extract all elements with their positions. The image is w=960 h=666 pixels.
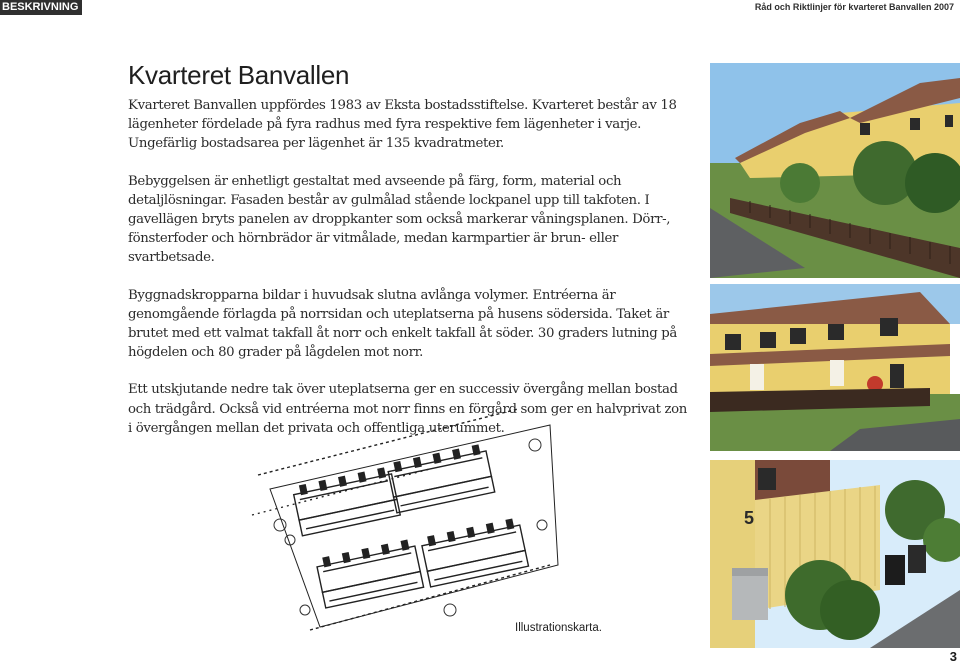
house-number: 5 — [744, 508, 755, 528]
illustration-map — [250, 405, 560, 635]
paragraph-facade: Bebyggelsen är enhetligt gestaltat med avseende på färg, form, material och detaljlösningar. Fasaden består av gulmålad stående lockpanel upp till takfoten. I gavellägen bryts panelen av droppkanter som också markerar våningsplanen. Dörr-, fönsterfoder och hörnbrädor är vitmålade, medan karmpartier är brun- eller svartbetsade. — [128, 173, 671, 266]
body-text — [128, 96, 688, 456]
paragraph-intro: Kvarteret Banvallen uppfördes 1983 av Eksta bostadsstiftelse. Kvarteret består av 18 lägenheter fördelade på fyra radhus med fyra respektive fem lägenheter i varje. Ungefärlig bostadsarea per lägenhet är 135 kvadratmeter. — [128, 98, 677, 152]
paragraph-transition: Ett utskjutande nedre tak över uteplatserna ger en successiv övergång mellan bostad och trädgård. Också vid entréerna mot norr finns en förgård som ger en halvprivat zon i övergången mellan det privata och offentliga uterummet. — [128, 382, 687, 436]
photo-street-row-houses — [710, 63, 960, 278]
section-label: BESKRIVNING — [0, 0, 82, 15]
photo-yellow-row-house — [710, 284, 960, 451]
photo-entrance-detail — [710, 460, 960, 648]
paragraph-volumes: Byggnadskropparna bildar i huvudsak slutna avlånga volymer. Entréerna är genomgående förlagda på norrsidan och uteplatserna på husens södersida. Taket är brutet med ett valmat takfall åt norr och enkelt takfall åt söder. 30 graders lutning på högdelen och 80 grader på lågdelen mot norr. — [128, 287, 677, 361]
illustration-caption: Illustrationskarta. — [515, 622, 602, 634]
page-number: 3 — [949, 649, 957, 664]
publication-title: Råd och Riktlinjer för kvarteret Banvallen 2007 — [754, 2, 954, 12]
page-title: Kvarteret Banvallen — [128, 60, 350, 90]
